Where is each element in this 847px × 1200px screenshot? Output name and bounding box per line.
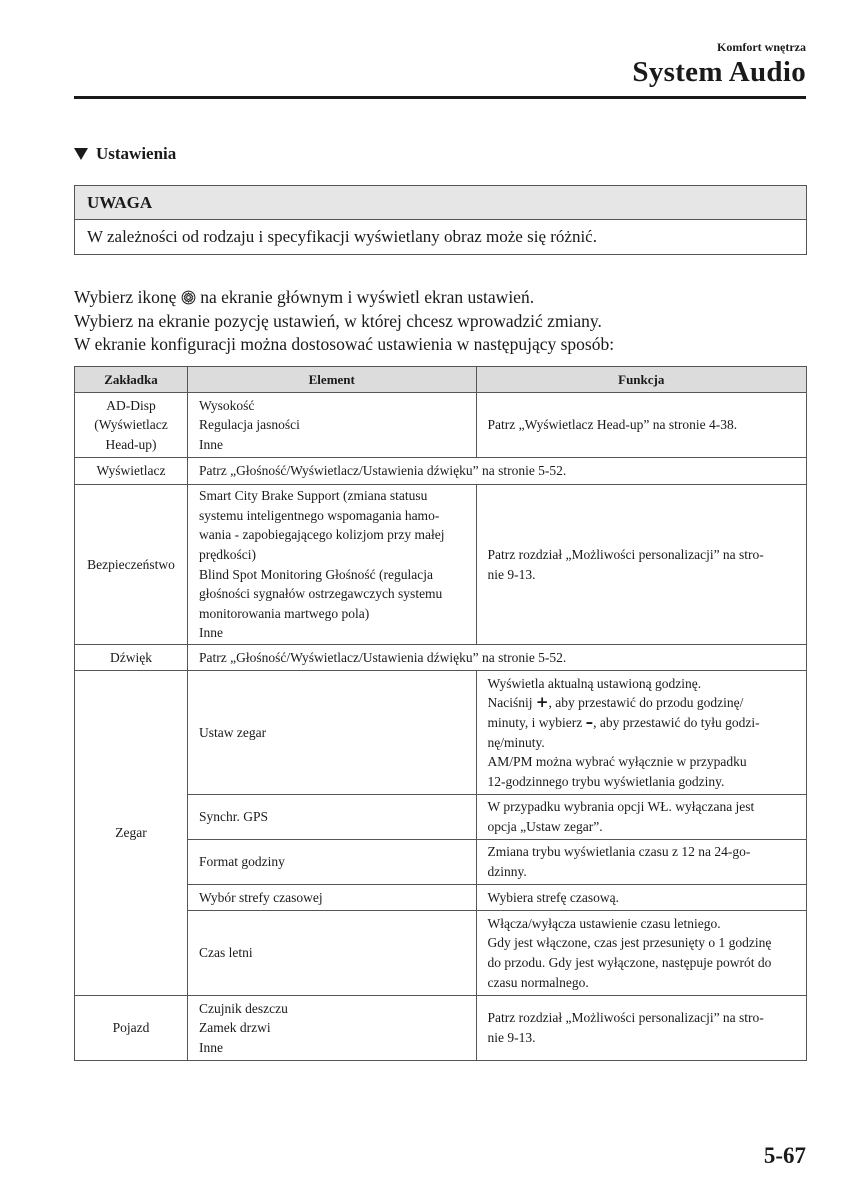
- function-cell: Wyświetla aktualną ustawioną godzinę. Naciśnij +, aby przestawić do przodu godzinę/ minuty, i wybierz –, aby przestawić do tyłu godzi- nę/minuty. AM/PM można wybrać wyłącznie w przypadku 12-godzinnego trybu wyświetlania godziny.: [476, 671, 806, 795]
- minus-icon: –: [585, 712, 594, 731]
- table-row-vehicle: [75, 996, 807, 1061]
- table-row-clock-set: [75, 671, 807, 795]
- running-header-section: Komfort wnętrza: [717, 40, 806, 54]
- header-rule: [74, 96, 806, 99]
- function-cell: Patrz „Wyświetlacz Head-up” na stronie 4-38.: [476, 393, 806, 458]
- element-cell: Synchr. GPS: [187, 795, 476, 840]
- element-cell: Czujnik deszczu Zamek drzwi Inne: [187, 996, 476, 1061]
- element-function-cell: Patrz „Głośność/Wyświetlacz/Ustawienia dźwięku” na stronie 5-52.: [187, 458, 806, 485]
- running-header-title: System Audio: [632, 56, 806, 88]
- table-row-sound: [75, 645, 807, 671]
- triangle-down-icon: [74, 148, 88, 160]
- function-cell: Wybiera strefę czasową.: [476, 885, 806, 911]
- element-cell: Czas letni: [187, 911, 476, 996]
- function-cell: Patrz rozdział „Możliwości personalizacji” na stro- nie 9-13.: [476, 996, 806, 1061]
- notice-text: W zależności od rodzaju i specyfikacji wyświetlany obraz może się różnić.: [87, 227, 597, 246]
- table-row-display: [75, 458, 807, 485]
- intro-line-3: W ekranie konfiguracji można dostosować ustawienia w następujący sposób:: [74, 334, 615, 354]
- element-cell: Wysokość Regulacja jasności Inne: [187, 393, 476, 458]
- intro-line-1: Wybierz ikonę na ekranie głównym i wyświetl ekran ustawień.: [74, 287, 535, 307]
- section-heading-label: Ustawienia: [96, 144, 177, 163]
- settings-gear-icon: [181, 290, 196, 305]
- tab-cell: Zegar: [75, 671, 188, 996]
- column-header-element: Element: [187, 367, 476, 393]
- element-cell: Wybór strefy czasowej: [187, 885, 476, 911]
- notice-box: [74, 185, 807, 255]
- function-cell: W przypadku wybrania opcji WŁ. wyłączana jest opcja „Ustaw zegar”.: [476, 795, 806, 840]
- element-cell: Smart City Brake Support (zmiana statusu systemu inteligentnego wspomagania hamo- wania - zapobiegającego kolizjom przy małej prędkości) Blind Spot Monitoring Głośność (regulacja głośności sygnałów ostrzegawczych systemu monitorowania martwego pola) Inne: [187, 485, 476, 645]
- element-cell: Format godziny: [187, 840, 476, 885]
- tab-cell: Bezpieczeństwo: [75, 485, 188, 645]
- plus-icon: +: [535, 693, 549, 712]
- element-cell: Ustaw zegar: [187, 671, 476, 795]
- function-cell: Włącza/wyłącza ustawienie czasu letniego. Gdy jest włączone, czas jest przesunięty o 1 godzinę do przodu. Gdy jest wyłączone, następuje powrót do czasu normalnego.: [476, 911, 806, 996]
- tab-cell: Pojazd: [75, 996, 188, 1061]
- element-function-cell: Patrz „Głośność/Wyświetlacz/Ustawienia dźwięku” na stronie 5-52.: [187, 645, 806, 671]
- table-header-row: [75, 367, 807, 393]
- intro-text: [74, 286, 614, 357]
- column-header-function: Funkcja: [476, 367, 806, 393]
- tab-cell: AD-Disp (Wyświetlacz Head-up): [75, 393, 188, 458]
- function-cell: Zmiana trybu wyświetlania czasu z 12 na 24-go- dzinny.: [476, 840, 806, 885]
- intro-line-2: Wybierz na ekranie pozycję ustawień, w której chcesz wprowadzić zmiany.: [74, 310, 602, 331]
- section-heading: [74, 144, 176, 164]
- table-row-adisp: [75, 393, 807, 458]
- tab-cell: Dźwięk: [75, 645, 188, 671]
- page-number: 5-67: [763, 1143, 806, 1168]
- notice-title: UWAGA: [75, 186, 806, 220]
- tab-cell: Wyświetlacz: [75, 458, 188, 485]
- column-header-tab: Zakładka: [75, 367, 188, 393]
- function-cell: Patrz rozdział „Możliwości personalizacji” na stro- nie 9-13.: [476, 485, 806, 645]
- settings-table: [74, 366, 807, 1061]
- table-row-safety: [75, 485, 807, 645]
